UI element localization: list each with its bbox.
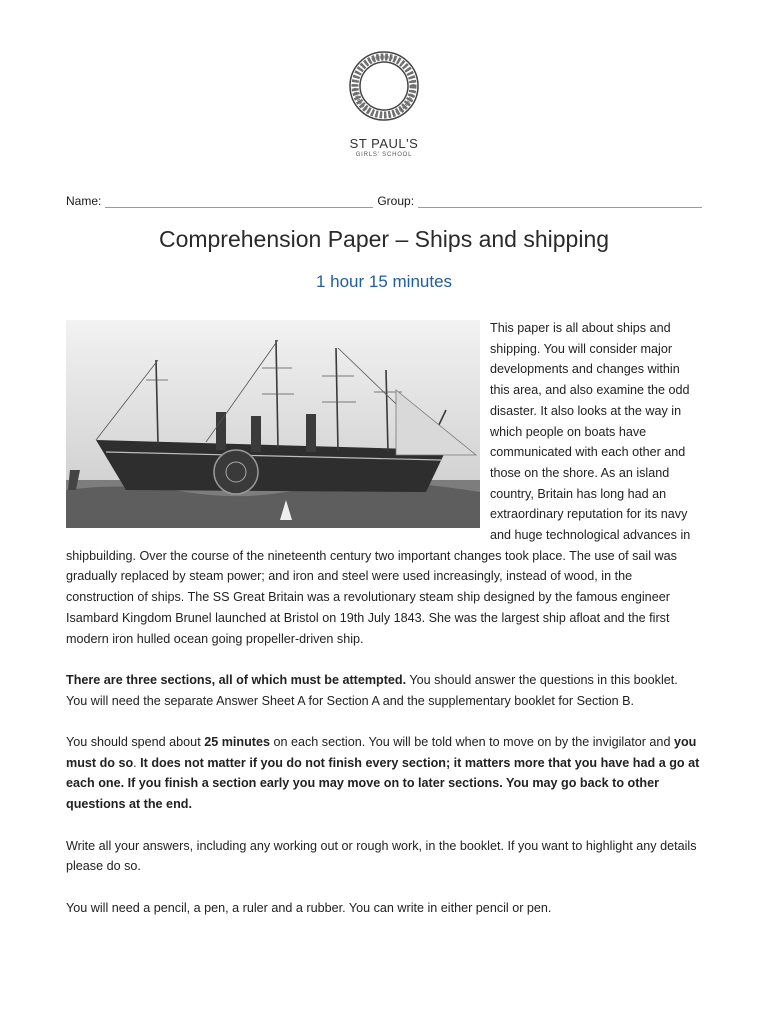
timing-minutes: 25 minutes [204, 735, 270, 750]
group-label: Group: [377, 194, 415, 208]
school-subtitle: GIRLS' SCHOOL [355, 152, 413, 158]
equipment-paragraph: You will need a pencil, a pen, a ruler and a rubber. You can write in either pencil or pen. [66, 900, 552, 915]
school-logo [0, 48, 768, 158]
page-title: Comprehension Paper – Ships and shipping [158, 226, 610, 252]
sections-text: You should answer the questions in this booklet. You will need the separate Answer Sheet A for Section A and the supplementary booklet for Section B. [66, 672, 678, 708]
answers-paragraph: Write all your answers, including any working out or rough work, in the booklet. If you want to highlight any details please do so. [66, 838, 697, 874]
student-details [66, 194, 702, 208]
sections-paragraph [66, 670, 702, 711]
steamship-illustration [66, 320, 480, 528]
intro-paragraph: This paper is all about ships and shipping. You will consider major developments and changes within this area, and also examine the odd disaster. It also looks at the way in which people on boats have communicated with each other and those on the shore. As an island country, Britain has long had an extraordinary reputation for its navy and huge technological advances in shipbuilding. Over the course of the nineteenth century two important changes took place. The use of sail was gradually replaced by steam power; and iron and steel were used increasingly, instead of wood, in the construction of ships. The SS Great Britain was a revolutionary steam ship designed by the famous engineer Isambard Kingdom Brunel launched at Bristol on 19th July 1843. She was the largest ship afloat and the first modern iron hulled ocean going propeller-driven ship. [66, 321, 691, 646]
timing-text-1: You should spend about [66, 735, 205, 750]
timing-text-3: . [133, 755, 141, 770]
group-field[interactable] [418, 195, 702, 208]
school-name: ST PAUL'S [349, 136, 419, 151]
sections-emphasis: There are three sections, all of which must be attempted. [66, 672, 407, 687]
timing-paragraph [66, 732, 702, 815]
name-field[interactable] [105, 195, 373, 208]
name-label: Name: [66, 194, 102, 208]
exam-duration: 1 hour 15 minutes [315, 272, 453, 291]
timing-emphasis: It does not matter if you do not finish every section; it matters more that you have had a go at each one. If you finish a section early you may move on to later sections. You may go back to other questions at the end. [66, 755, 700, 812]
wreath-crest-icon [346, 48, 422, 124]
instructions [66, 318, 702, 939]
timing-must-do: you must do so [66, 735, 697, 770]
timing-text-2: on each section. You will be told when to move on by the invigilator and [269, 735, 674, 750]
